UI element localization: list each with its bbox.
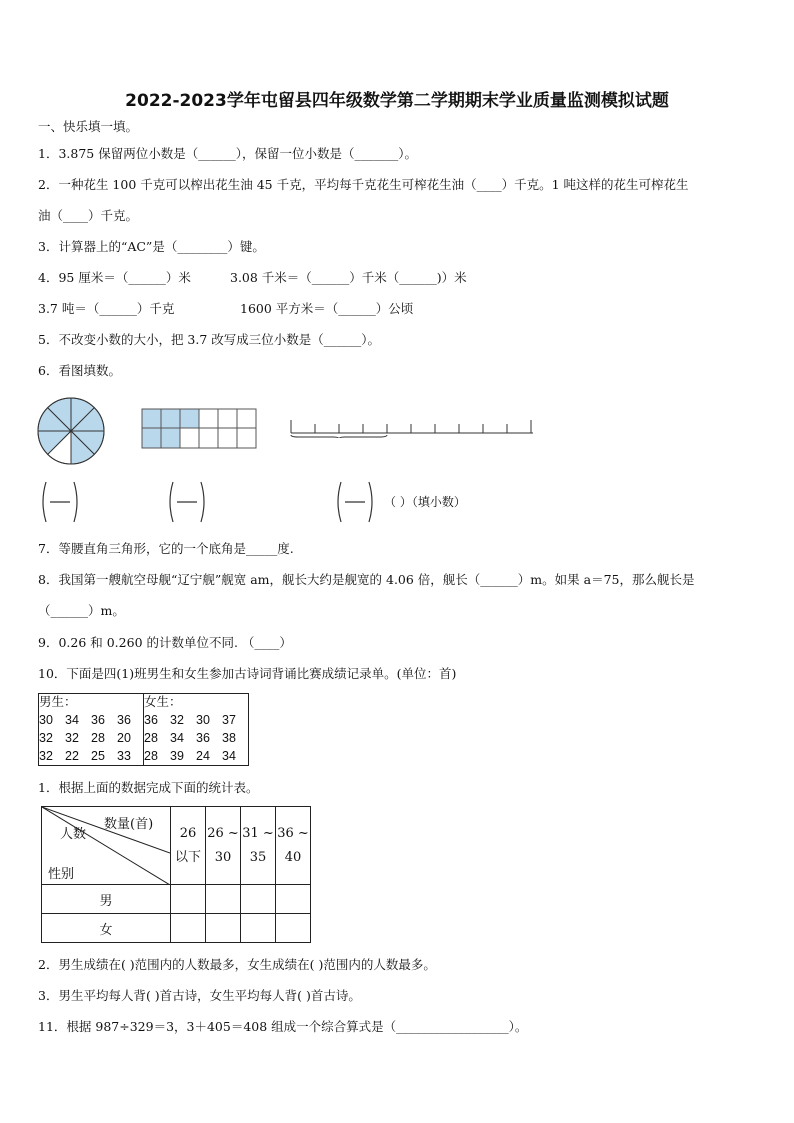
answer-cell[interactable]	[241, 885, 276, 914]
page-title: 2022-2023学年屯留县四年级数学第二学期期末学业质量监测模拟试题	[125, 91, 669, 111]
circle-fraction-figure	[36, 396, 106, 466]
score-record-table	[38, 693, 249, 766]
sub-question-1: 1．根据上面的数据完成下面的统计表。	[38, 780, 259, 795]
score-cell: 36	[144, 713, 158, 727]
diag-label-gender: 性别	[48, 867, 75, 882]
score-cell: 32	[170, 713, 184, 727]
score-cell: 30	[39, 713, 53, 727]
score-cell: 36	[196, 731, 210, 745]
question-5: 5．不改变小数的大小，把 3.7 改写成三位小数是（______）。	[38, 332, 381, 347]
score-cell: 22	[65, 749, 79, 763]
score-cell: 28	[91, 731, 105, 745]
question-10: 10．下面是四(1)班男生和女生参加古诗词背诵比赛成绩记录单。(单位：首)	[38, 666, 457, 681]
answer-cell[interactable]	[276, 914, 311, 943]
answer-cell[interactable]	[206, 914, 241, 943]
boys-scores	[39, 694, 144, 766]
question-4-part-a: 4．95 厘米＝（______）米	[38, 270, 191, 285]
column-header: 26 ~ 30	[206, 807, 241, 885]
question-1: 1．3.875 保留两位小数是（______），保留一位小数是（_______）。	[38, 146, 417, 161]
boys-label: 男生：	[39, 695, 77, 709]
column-header: 36 ~ 40	[276, 807, 311, 885]
answer-cell[interactable]	[241, 914, 276, 943]
answer-cell[interactable]	[206, 885, 241, 914]
question-8-line-1: 8．我国第一艘航空母舰“辽宁舰”舰宽 am，舰长大约是舰宽的 4.06 倍，舰长（______）m。如果 a＝75，那么舰长是	[38, 572, 695, 587]
score-cell: 20	[117, 731, 131, 745]
score-cell: 32	[39, 731, 53, 745]
question-11: 11．根据 987÷329＝3，3＋405＝408 组成一个综合算式是（__________________）。	[38, 1019, 528, 1034]
diag-label-quantity: 数量(首)	[104, 817, 154, 832]
question-3: 3．计算器上的“AC”是（________）键。	[38, 239, 265, 254]
number-line-figure	[288, 414, 538, 438]
row-label-girls: 女	[42, 914, 171, 943]
diag-label-people: 人数	[60, 827, 87, 842]
question-4-part-d: 1600 平方米＝（______）公顷	[240, 301, 414, 316]
score-cell: 34	[170, 731, 184, 745]
question-6: 6．看图填数。	[38, 363, 121, 378]
fraction-answer-blank	[333, 480, 377, 524]
score-cell: 32	[39, 749, 53, 763]
sub-question-2: 2．男生成绩在( )范围内的人数最多，女生成绩在( )范围内的人数最多。	[38, 957, 436, 972]
fraction-answer-blank	[165, 480, 209, 524]
answer-cell[interactable]	[171, 914, 206, 943]
statistics-table	[41, 806, 311, 943]
question-8-line-2: （______）m。	[38, 603, 125, 618]
score-cell: 30	[196, 713, 210, 727]
girls-scores	[144, 694, 249, 766]
row-label-boys: 男	[42, 885, 171, 914]
column-header: 26 以下	[171, 807, 206, 885]
answer-cell[interactable]	[276, 885, 311, 914]
decimal-answer-blank: （ ）（填小数）	[384, 495, 466, 509]
score-cell: 28	[144, 731, 158, 745]
score-cell: 34	[222, 749, 236, 763]
question-2-line-1: 2．一种花生 100 千克可以榨出花生油 45 千克，平均每千克花生可榨花生油（____）千克。1 吨这样的花生可榨花生	[38, 177, 689, 192]
fraction-answer-blank	[38, 480, 82, 524]
score-cell: 36	[91, 713, 105, 727]
score-cell: 32	[65, 731, 79, 745]
question-9: 9．0.26 和 0.260 的计数单位不同. （____）	[38, 635, 292, 650]
score-cell: 37	[222, 713, 236, 727]
score-cell: 24	[196, 749, 210, 763]
column-header: 31 ~ 35	[241, 807, 276, 885]
answer-cell[interactable]	[171, 885, 206, 914]
question-2-line-2: 油（____）千克。	[38, 208, 139, 223]
score-cell: 25	[91, 749, 105, 763]
question-7: 7．等腰直角三角形，它的一个底角是_____度.	[38, 541, 294, 556]
score-cell: 28	[144, 749, 158, 763]
score-cell: 36	[117, 713, 131, 727]
score-cell: 33	[117, 749, 131, 763]
question-4-part-c: 3.7 吨＝（______）千克	[38, 301, 175, 316]
score-cell: 38	[222, 731, 236, 745]
question-4-part-b: 3.08 千米＝（______）千米（______)）米	[230, 270, 467, 285]
sub-question-3: 3．男生平均每人背( )首古诗，女生平均每人背( )首古诗。	[38, 988, 361, 1003]
section-heading: 一、快乐填一填。	[38, 119, 139, 134]
girls-label: 女生：	[144, 695, 182, 709]
score-cell: 39	[170, 749, 184, 763]
grid-fraction-figure	[141, 408, 259, 450]
score-cell: 34	[65, 713, 79, 727]
diagonal-header-cell	[42, 807, 171, 885]
